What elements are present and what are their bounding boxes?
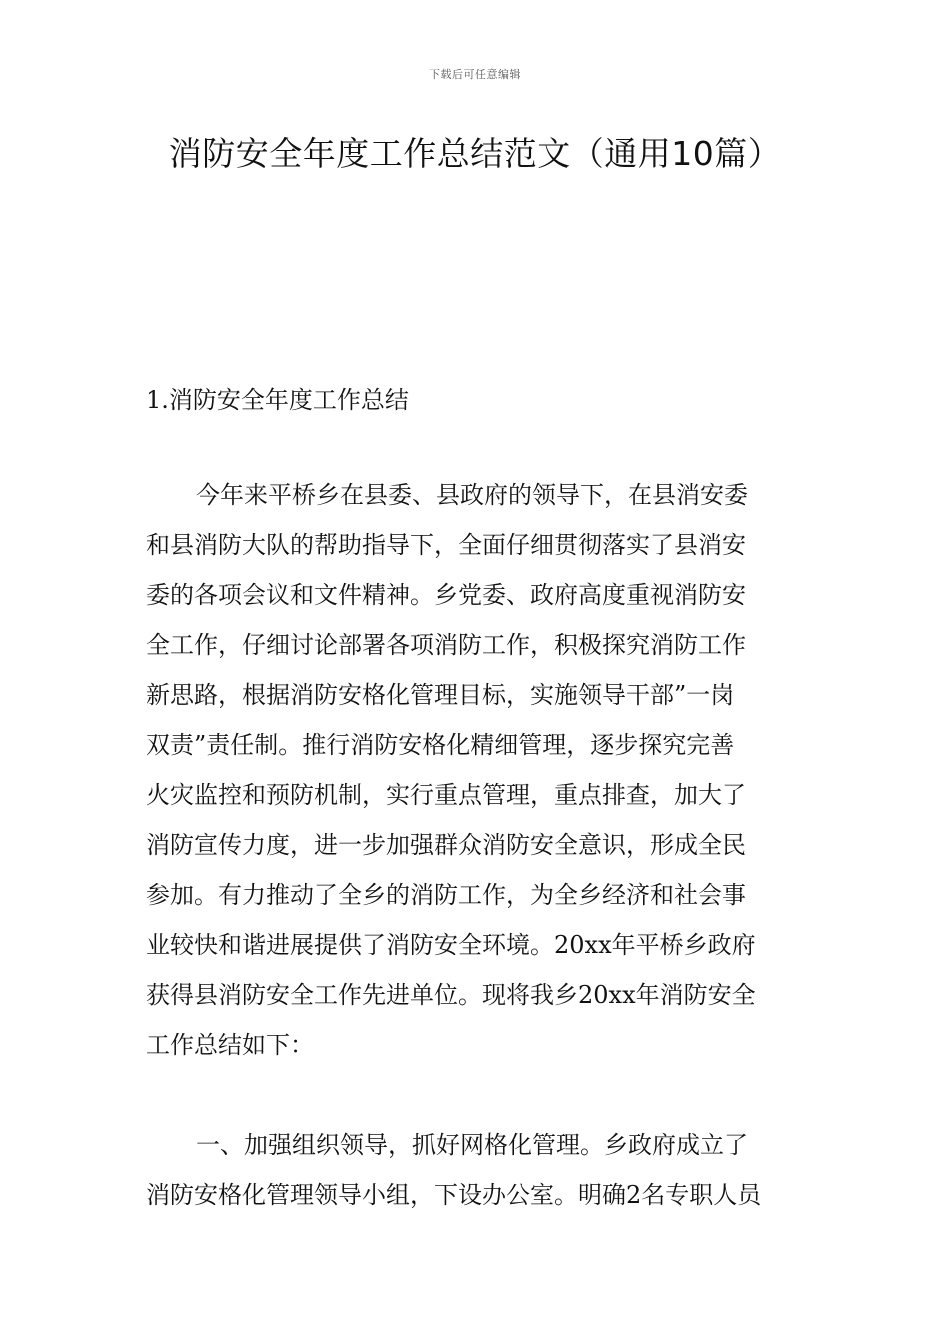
paragraph-line: 双责”责任制。推行消防安格化精细管理，逐步探究完善 xyxy=(146,731,735,759)
paragraph-line: 新思路，根据消防安格化管理目标，实施领导干部”一岗 xyxy=(146,681,735,709)
section-heading: 1.消防安全年度工作总结 xyxy=(146,386,409,414)
paragraph-line: 今年来平桥乡在县委、县政府的领导下，在县消安委 xyxy=(196,481,748,509)
paragraph-line: 参加。有力推动了全乡的消防工作，为全乡经济和社会事 xyxy=(146,881,746,909)
paragraph-line: 工作总结如下： xyxy=(146,1031,314,1059)
paragraph-line: 消防宣传力度，进一步加强群众消防安全意识，形成全民 xyxy=(146,831,746,859)
paragraph-line: 全工作，仔细讨论部署各项消防工作，积极探究消防工作 xyxy=(146,631,746,659)
paragraph-line: 业较快和谐进展提供了消防安全环境。20xx年平桥乡政府 xyxy=(146,931,756,959)
paragraph-line: 获得县消防安全工作先进单位。现将我乡20xx年消防安全 xyxy=(146,981,756,1009)
paragraph-line: 和县消防大队的帮助指导下，全面仔细贯彻落实了县消安 xyxy=(146,531,746,559)
paragraph-line: 消防安格化管理领导小组，下设办公室。明确2名专职人员 xyxy=(146,1181,762,1209)
paragraph-2 xyxy=(146,1120,808,1220)
paragraph-line: 委的各项会议和文件精神。乡党委、政府高度重视消防安 xyxy=(146,581,746,609)
paragraph-line: 一、加强组织领导，抓好网格化管理。乡政府成立了 xyxy=(196,1131,748,1159)
paragraph-line: 火灾监控和预防机制，实行重点管理，重点排查，加大了 xyxy=(146,781,746,809)
document-title: 消防安全年度工作总结范文（通用10篇） xyxy=(168,134,782,173)
header-note: 下载后可任意编辑 xyxy=(429,68,521,81)
paragraph-1 xyxy=(146,470,808,1070)
